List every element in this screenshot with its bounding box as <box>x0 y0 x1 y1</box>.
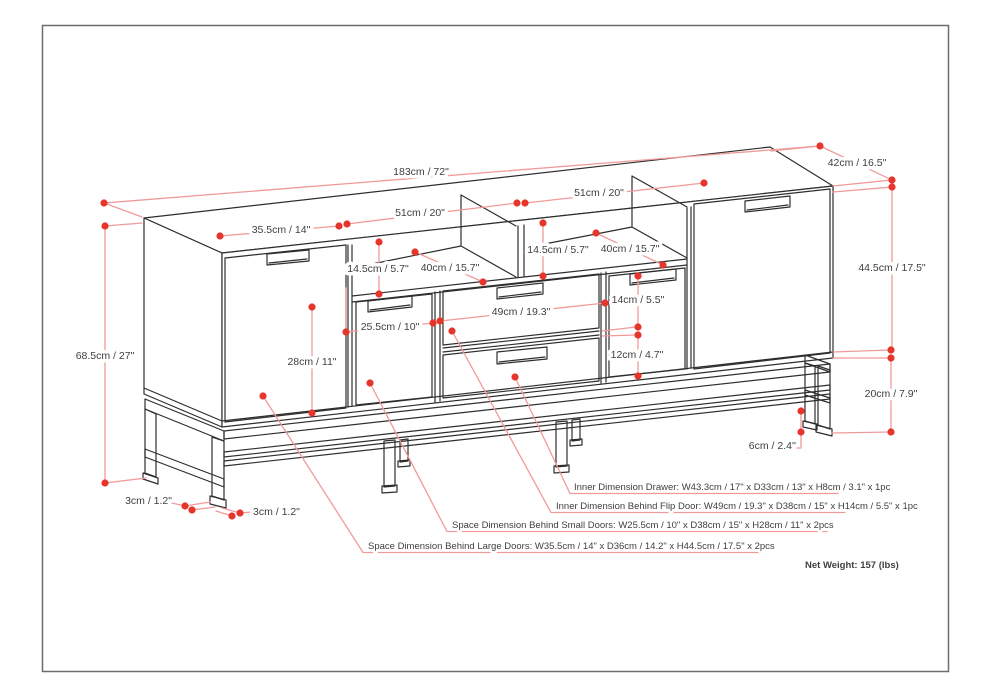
dim-leg-tube-side: 3cm / 1.2" <box>125 495 172 507</box>
dim-small-door-height: 28cm / 11" <box>287 356 337 368</box>
left-side-panel <box>144 218 222 427</box>
dim-left-shelf-width: 40cm / 15.7" <box>420 262 480 274</box>
dim-total-width: 183cm / 72" <box>393 166 449 178</box>
dim-flip-door-height: 14cm / 5.5" <box>611 294 665 306</box>
note-large-doors: Space Dimension Behind Large Doors: W35.5cm / 14" x D36cm / 14.2" x H44.5cm / 17.5" x 2pcs <box>368 541 775 552</box>
dim-small-door-width: 25.5cm / 10" <box>360 321 420 333</box>
dim-cabinet-height: 44.5cm / 17.5" <box>858 262 926 274</box>
dim-right-shelf-height: 14.5cm / 5.7" <box>527 244 589 256</box>
dim-left-section-width: 51cm / 20" <box>395 207 445 219</box>
dim-overall-height: 68.5cm / 27" <box>75 350 135 362</box>
dim-center-section-width: 49cm / 19.3" <box>491 306 551 318</box>
inner-dimension-notes <box>368 482 918 571</box>
note-drawer: Inner Dimension Drawer: W43.3cm / 17" x D33cm / 13" x H8cm / 3.1" x 1pc <box>574 482 891 493</box>
note-flip-door: Inner Dimension Behind Flip Door: W49cm / 19.3" x D38cm / 15" x H14cm / 5.5" x 1pc <box>556 501 918 512</box>
dim-drawer-height: 12cm / 4.7" <box>610 349 664 361</box>
dim-depth: 42cm / 16.5" <box>827 157 887 169</box>
dim-right-section-width: 51cm / 20" <box>574 187 624 199</box>
dim-large-door-width: 35.5cm / 14" <box>251 224 311 236</box>
note-small-doors: Space Dimension Behind Small Doors: W25.5cm / 10" x D38cm / 15" x H28cm / 11" x 2pcs <box>452 520 834 531</box>
dim-leg-tube-front: 3cm / 1.2" <box>253 506 300 518</box>
net-weight: Net Weight: 157 (lbs) <box>805 560 899 571</box>
dim-right-shelf-width: 40cm / 15.7" <box>600 243 660 255</box>
dim-base-height: 20cm / 7.9" <box>864 388 918 400</box>
tv-stand-drawing <box>143 147 833 508</box>
dim-foot-height: 6cm / 2.4'' <box>748 440 796 452</box>
dim-left-shelf-height: 14.5cm / 5.7" <box>347 263 409 275</box>
